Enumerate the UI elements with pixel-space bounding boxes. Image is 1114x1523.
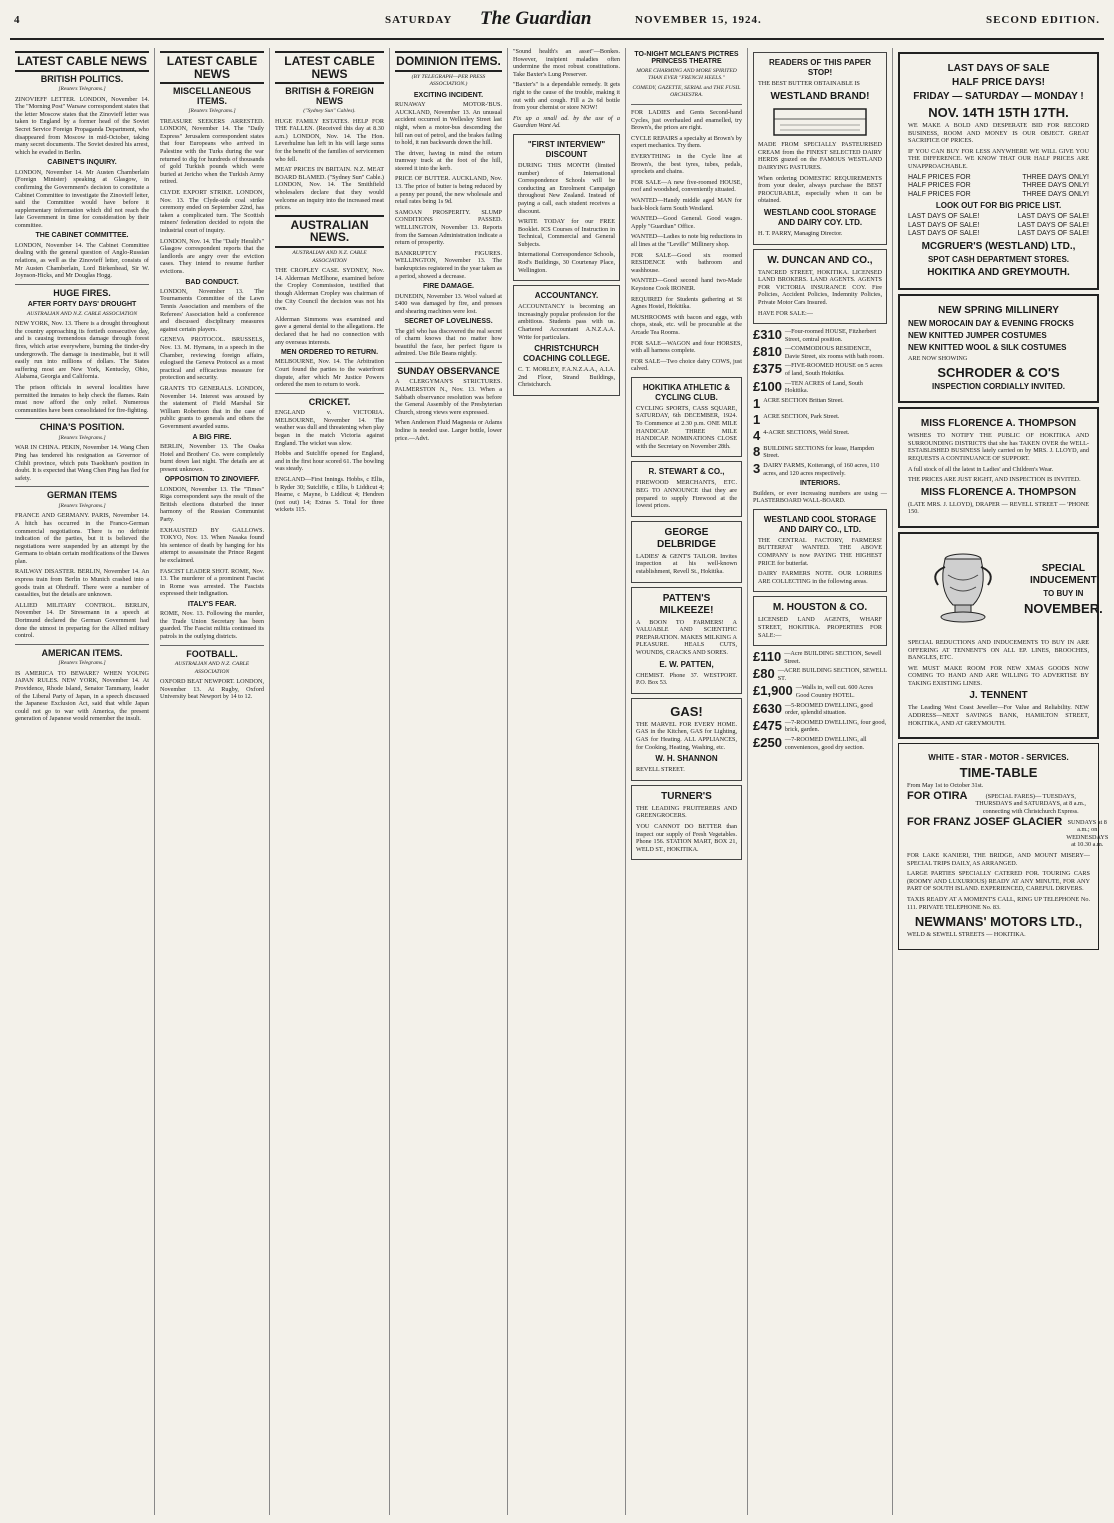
advert-heading: TIME-TABLE	[959, 765, 1038, 781]
advert-heading: NOVEMBER.	[1024, 601, 1103, 617]
silver-urn-illustration	[908, 545, 1018, 635]
advert-text: Builders, or ever increasing numbers are using — PLASTERBOARD WALL-BOARD.	[753, 489, 887, 505]
columns	[10, 48, 1109, 1515]
article-heading: INTERIORS.	[799, 480, 841, 488]
advert-heading: ACCOUNTANCY.	[534, 291, 599, 301]
page-number: 4	[14, 14, 21, 26]
article-text: ENGLAND—First Innings. Hobbs, c Ellis, b Ryder 30; Sutcliffe, c Ellis, b Liddicut 4; Hearne, c Mayne, b Liddicut 4; Hendren (not out) 14; Extras 5. Total for three wickets 115.	[275, 476, 384, 514]
price-right: LAST DAYS OF SALE!	[1017, 221, 1089, 229]
destination-times: (SPECIAL FARES)— TUESDAYS, THURSDAYS and SATURDAYS, at 8 a.m., connecting with Christchurch Express.	[975, 792, 1086, 816]
source-line: (BY TELEGRAPH—PER PRESS ASSOCIATION.)	[411, 73, 486, 88]
property-item	[753, 380, 887, 395]
property-description: 4-ACRE SECTIONS, Weld Street.	[763, 428, 850, 436]
property-price: 1	[753, 395, 761, 411]
property-item	[753, 328, 887, 343]
advert-text: REVELL STREET.	[636, 766, 685, 774]
advert-text: FIREWOOD MERCHANTS, ETC. BEG TO ANNOUNCE that they are prepared to supply Firewood at the lowest prices.	[636, 479, 737, 510]
article-text: A CLERGYMAN'S STRICTURES. PALMERSTON N., Nov. 13. When a Sabbath observance resolution was before the General Assembly of the Presbyterian Church, strong views were expressed.	[395, 378, 502, 416]
price-row	[908, 191, 1089, 200]
advert-text: SPECIAL REDUCTIONS AND INDUCEMENTS TO BUY IN ARE OFFERING AT TENNENT'S ON ALL EP. LINES, BROOCHES, BANGLES, ETC.	[908, 638, 1089, 662]
article-text: IS AMERICA TO BEWARE? WHEN YOUNG JAPAN RULES. NEW YORK, November 14. At Providence, Rhode Island, Senator Tammany, leader of the Liberal Party of Japan, in a speech discussed the Japanese Exclusion Act, said that while Japan could not go to war with America, the present generation of Japanese would remember the insult.	[15, 669, 149, 723]
property-price: 4	[753, 427, 761, 443]
property-price: £110	[753, 649, 782, 665]
classified-ad: FOR SALE—Good six roomed RESIDENCE with bathroom and washhouse.	[631, 251, 742, 274]
advert-heading: SPECIAL INDUCEMENT	[1030, 563, 1097, 587]
article-heading: ITALY'S FEAR.	[187, 600, 237, 608]
advert-text: LARGE PARTIES SPECIALLY CATERED FOR. TOURING CARS (ROOMY AND LUXURIOUS) READY AT ANY MINUTE, FOR ANY PART OF SOUTH ISLAND. EXPERIENCED, CAREFUL DRIVERS.	[907, 870, 1090, 893]
advert-heading: WHITE - STAR - MOTOR - SERVICES.	[928, 753, 1069, 763]
advert-heading: INSPECTION CORDIALLY INVITED.	[932, 382, 1065, 392]
property-item	[753, 650, 887, 665]
advert-heading: GEORGE DELBRIDGE	[657, 526, 716, 550]
white-star-inner	[903, 748, 1109, 945]
duncan-advert	[753, 249, 887, 325]
advert-line: NEW KNITTED JUMPER COSTUMES	[908, 330, 1047, 340]
article-text: LONDON, Nov. 14. The "Daily Herald's" Glasgow correspondent reports that the landlords are angry over the eviction cases. They intend to resume further evictions.	[160, 237, 264, 275]
advert-text: HAVE FOR SALE:—	[758, 309, 813, 317]
advert-text: WE MUST MAKE ROOM FOR NEW XMAS GOODS NOW COMING TO HAND AND ARE WILLING TO ADVERTISE BY TAKING EXISTING LINES.	[908, 664, 1089, 687]
advert-text: MADE FROM SPECIALLY PASTEURISED CREAM from the FINEST SELECTED DAIRY HERDS grazed on the FAMOUS WESTLAND DAIRYING PASTURES.	[758, 141, 882, 171]
price-right: THREE DAYS ONLY!	[1022, 173, 1089, 181]
article-heading: BRITISH & FOREIGN NEWS	[285, 86, 374, 106]
butter-box-illustration	[770, 105, 870, 139]
price-row	[908, 222, 1089, 231]
article-heading: MEN ORDERED TO RETURN.	[280, 349, 379, 357]
property-description: ACRE SECTION, Park Street.	[763, 412, 840, 420]
property-item	[753, 736, 887, 751]
sale-advert	[898, 52, 1099, 290]
accountancy-advert	[513, 285, 620, 396]
article-text: Alderman Simmons was examined and gave a general denial to the allegations. He declared that he had no connection with any overseas interests.	[275, 315, 384, 346]
edition-label: SECOND EDITION.	[985, 14, 1100, 26]
advert-heading: TURNER'S	[661, 790, 712, 802]
source-line: [Reuters Telegrams.]	[58, 86, 106, 93]
theatre-text: COMEDY, GAZETTE, SERIAL and THE FUSIL ORCHESTRA.	[632, 84, 741, 99]
property-price: £310	[753, 327, 782, 343]
advert-text: A full stock of all the latest in Ladies' and Children's Wear.	[908, 465, 1054, 473]
tennent-inner	[904, 538, 1103, 733]
advert-heading: FRIDAY — SATURDAY — MONDAY !	[913, 91, 1084, 102]
advert-heading: R. STEWART & CO.,	[648, 467, 725, 477]
advert-heading: HOKITIKA ATHLETIC & CYCLING CLUB.	[642, 382, 731, 402]
thompson-advert	[898, 407, 1099, 528]
property-list	[753, 650, 887, 751]
sale-inner	[904, 58, 1093, 284]
property-item	[753, 684, 887, 699]
section-heading: LATEST CABLE NEWS	[15, 51, 149, 72]
ics-advert	[513, 134, 620, 281]
price-left: LAST DAYS OF SALE!	[908, 221, 980, 229]
advert-heading: E. W. PATTEN,	[659, 659, 714, 669]
article-heading: MISCELLANEOUS ITEMS.	[172, 86, 251, 106]
advert-heading: WESTLAND COOL STORAGE AND DAIRY COY. LTD.	[763, 207, 877, 227]
advert-heading: J. TENNENT	[969, 690, 1028, 702]
cycling-club-advert	[631, 377, 742, 458]
advert-text: TAXIS READY AT A MOMENT'S CALL, RING UP TELEPHONE No. 111. PRIVATE TELEPHONE No. 83.	[907, 895, 1090, 911]
section-heading: DOMINION ITEMS.	[395, 51, 502, 72]
gas-advert	[631, 698, 742, 781]
advert-text: YOU CANNOT DO BETTER than inspect our supply of Fresh Vegetables. Phone 156. STATION MART, BOX 21, WELD ST., HOKITIKA.	[636, 822, 737, 853]
price-left: LAST DAYS OF SALE!	[908, 230, 980, 238]
advert-text: TANCRED STREET, HOKITIKA. LICENSED LAND BROKERS. LAND AGENTS. AGENTS FOR VICTORIA INSURANCE COY. Fire Policies, Accident Policies, Indemnity Policies, Private Motor Cars Insured.	[758, 268, 882, 306]
milkeeze-advert	[631, 587, 742, 694]
advert-text: DURING THIS MONTH (limited number) of International Correspondence Schools will be conducting an Enrolment Campaign throughout New Zealand. Instead of paying a call, each student receives a discount.	[518, 161, 615, 215]
property-item	[753, 702, 887, 717]
theatre-subheading: MORE CHARMING AND MORE SPIRITED THAN EVER "FRENCH HEELS."	[636, 67, 737, 82]
advert-text: WE MAKE A BOLD AND DESPERATE BID FOR RECORD BUSINESS, ROOM AND MONEY IS OUR OBJECT. GREAT SACRIFICE OF PRICES.	[908, 122, 1089, 145]
article-text: MEAT PRICES IN BRITAIN. N.Z. MEAT BOARD BLAMED. ("Sydney Sun" Cable.) LONDON, Nov. 14. The Smithfield wholesalers declare that they would welcome an inquiry into the increased meat prices.	[275, 166, 384, 212]
article-heading: BAD CONDUCT.	[185, 278, 239, 286]
article-heading: SUNDAY OBSERVANCE	[397, 366, 500, 377]
advert-text: CYCLING SPORTS, CASS SQUARE, SATURDAY, 6th DECEMBER, 1924. To Commence at 2.30 p.m. ONE MILE HANDICAP. THREE MILE HANDICAP. NOMINATIONS CLOSE with the Secretary on November 28th.	[636, 404, 737, 450]
advert-text: The Leading West Coast Jeweller—For Value and Reliability. NEW ADDRESS—NEXT SAVINGS BANK, HAMILTON STREET, HOKITIKA, AND AT GREYMOUTH.	[908, 704, 1089, 727]
source-line: ("Sydney Sun" Cables).	[303, 108, 356, 115]
source-line: AUSTRALIAN AND N.Z. CABLE ASSOCIATION	[292, 249, 367, 264]
article-text: EXHAUSTED BY GALLOWS. TOKYO, Nov. 13. When Nasaka found his sentence of death by hanging for his attempt to assassinate the Prince Regent he exclaimed.	[160, 526, 264, 564]
article-text: WAR IN CHINA. PEKIN, November 14. Wang Chen Ping has tendered his resignation as Governor of Chihli province, which puts Tsaokhun's position in doubt. It is expected that Wang Chen Ping has fled for safety.	[15, 444, 149, 482]
price-row	[908, 213, 1089, 222]
millinery-advert	[898, 294, 1099, 404]
article-text: NEW YORK, Nov. 13. There is a drought throughout the country approaching its fortieth consecutive day, and is causing tremendous damage through forest fires, which arise everywhere, burning the tinder-dry undergrowth. The damage is inestimable, but it will easily run into millions of dollars. The States suffering most are New York, Kentucky, Ohio, Alabama, Georgia and California.	[15, 320, 149, 381]
advert-text: ACCOUNTANCY is becoming an increasingly popular profession for the ambitious. Students pass with us. Chartered Accountant A.N.Z.A.A. Write for particulars.	[518, 303, 615, 341]
advert-text: IF YOU CAN BUY FOR LESS ANYWHERE WE WILL GIVE YOU THE DIFFERENCE. WE KNOW THAT OUR HALF PRICES ARE UNAPPROACHABLE.	[908, 147, 1089, 170]
article-text: The driver, having in mind the return tramway track at the foot of the hill, steered it into the kerb.	[395, 149, 502, 172]
column-3	[270, 48, 390, 1515]
advert-heading: MCGRUER'S (WESTLAND) LTD.,	[921, 240, 1076, 252]
source-line: AUSTRALIAN AND N.Z. CABLE ASSOCIATION	[174, 661, 250, 675]
theatre-heading: TO-NIGHT MCLEAN'S PICTRES PRINCESS THEATRE	[634, 51, 739, 66]
article-text: PRICE OF BUTTER. AUCKLAND, Nov. 13. The price of butter is being reduced by a penny per pound, the new wholesale and retail rates being 1s 9d.	[395, 175, 502, 206]
article-text: THE CROPLEY CASE. SYDNEY, Nov. 14. Alderman McElhone, examined before the Cropley Commission, testified that though Alderman Cropley was chairman of the City Council the decision was not his own.	[275, 267, 384, 313]
article-text: GENEVA PROTOCOL. BRUSSELS, Nov. 13. M. Hymans, in a speech in the Chamber, reviewing foreign affairs, eulogised the Geneva Protocol as a most practical and efficacious measure for protection and security.	[160, 336, 264, 382]
article-text: ALLIED MILITARY CONTROL. BERLIN, November 14. Dr Stresemann in a speech at Dortmund declared the German Government had done the utmost in preparing for the Allied military control.	[15, 601, 149, 640]
advert-heading: NEWMANS' MOTORS LTD.,	[914, 914, 1083, 930]
inducement-text	[1024, 561, 1103, 618]
classified-ad: WANTED—Handy middle aged MAN for back-block farm South Westland.	[631, 197, 742, 212]
advert-heading: SCHRODER & CO'S	[937, 365, 1060, 381]
article-heading: BRITISH POLITICS.	[40, 73, 124, 84]
article-text: LONDON, November 13. The "Times" Riga correspondent says the result of the British elections disturbed the inner harmony of the Russian Communist Party.	[160, 485, 264, 523]
destination-times: SUNDAYS at 8 a.m.; on WEDNESDAYS at 10.30 a.m.	[1066, 818, 1109, 849]
article-text: MELBOURNE, Nov. 14. The Arbitration Court found the parties to the waterfront dispute, after which Mr Justice Powers ordered the men to return to work.	[275, 358, 384, 389]
price-right: THREE DAYS ONLY!	[1022, 190, 1089, 198]
property-item	[753, 462, 887, 477]
advert-heading: PATTEN'S MILKEEZE!	[659, 592, 714, 616]
advert-heading: CHRISTCHURCH COACHING COLLEGE.	[523, 344, 610, 364]
column-7	[748, 48, 893, 1515]
article-text: ENGLAND v. VICTORIA. MELBOURNE, November 14. The weather was dull and threatening when play began in the match Victoria against England. The wicket was slow.	[275, 409, 384, 447]
property-description: —COMMODIOUS RESIDENCE, Davie Street, six rooms with bath room.	[784, 345, 884, 360]
advert-heading: MISS FLORENCE A. THOMPSON	[920, 486, 1077, 498]
article-heading: HUGE FIRES.	[53, 287, 111, 298]
article-text: GRANTS TO GENERALS. LONDON, November 14. Interest was aroused by the statement of Field Marshal Sir William Robertson that in the case of public grants to generals and others the Government awarded sums.	[160, 385, 264, 430]
price-row	[908, 182, 1089, 191]
advert-text: Fix up a small ad. by the use of a Guardian Want Ad.	[513, 114, 620, 130]
property-price: £810	[753, 344, 782, 360]
timetable-row	[907, 815, 1109, 849]
classified-ad: WANTED—Good second hand two-Made Keystone Cook IRONER.	[631, 277, 742, 292]
section-heading: AUSTRALIAN NEWS.	[275, 215, 384, 248]
price-right: LAST DAYS OF SALE!	[1017, 230, 1089, 238]
property-description: —5-ROOMED DWELLING, good order, splendid situation.	[784, 701, 873, 717]
advert-text: When ordering DOMESTIC REQUIREMENTS from your dealer, always purchase the BEST PROCURABLE, especially when it can be obtained.	[758, 174, 882, 205]
article-text: CLYDE EXPORT STRIKE. LONDON, Nov. 13. The Clyde-side coal strike ceremony ended on September 22nd, has taken a complicated turn. The Scottish miners' federation decided to rejoin the industrial court of inquiry.	[160, 189, 264, 234]
classified-ad: REQUIRED for Students gathering at St Agnes Hostel, Hokitika.	[631, 295, 742, 311]
classified-ad: WANTED—Ladies to note big reductions in all lines at the "Leville" Millinery shop.	[631, 233, 742, 248]
column-2	[155, 48, 270, 1515]
divider	[395, 362, 502, 363]
advert-text: THE LEADING FRUITERERS AND GREENGROCERS.	[636, 804, 737, 820]
section-heading: LATEST CABLE NEWS	[275, 51, 384, 84]
advert-text: WELD & SEWELL STREETS — HOKITIKA.	[907, 931, 1026, 939]
advert-heading: W. DUNCAN AND CO.,	[767, 254, 873, 266]
divider	[160, 645, 264, 646]
advert-heading: HOKITIKA AND GREYMOUTH.	[927, 266, 1070, 278]
advert-heading: MISS FLORENCE A. THOMPSON	[920, 418, 1077, 430]
timetable-row	[907, 789, 1090, 816]
advert-text: WISHES TO NOTIFY THE PUBLIC OF HOKITIKA AND SURROUNDING DISTRICTS that she has TAKEN OVER the WELL-ESTABLISHED BUSINESS lately carried on by MRS. J. LLOYD, and REQUESTS A CONTINUANCE OF SUPPORT.	[908, 432, 1089, 462]
divider	[275, 393, 384, 394]
advert-heading: READERS OF THIS PAPER STOP!	[768, 58, 872, 77]
article-text: The prison officials in several localities have permitted the inmates to help check the flames. Rain must now afford the only relief. Numerous communities have been consolidated for fire-fighting.	[15, 383, 149, 414]
white-star-advert	[898, 743, 1109, 950]
column-1	[10, 48, 155, 1515]
advert-text: LICENSED LAND AGENTS, WHARF STREET, HOKITIKA. PROPERTIES FOR SALE:—	[758, 616, 882, 639]
column-8	[893, 48, 1109, 1515]
advert-heading: M. HOUSTON & CO.	[772, 602, 868, 614]
thompson-inner	[904, 413, 1093, 522]
advert-heading: NOV. 14TH 15TH 17TH.	[928, 105, 1069, 120]
property-item	[753, 429, 887, 443]
property-description: DAIRY FARMS, Koiterangi, of 160 acres, 110 acres, and 120 acres respectively.	[763, 462, 880, 477]
article-text: RAILWAY DISASTER. BERLIN, November 14. An express train from Berlin to Munich crashed into a goods train at Ohrdruff. There were a number of casualties, but the details are unknown.	[15, 568, 149, 599]
advert-text: THE MARVEL FOR EVERY HOME. GAS in the Kitchen, GAS for Lighting, GAS for Heating. ALL APPLIANCES, for Cooking, Heating, Washing, etc.	[636, 720, 737, 751]
advert-text: THE PRICES ARE JUST RIGHT, AND INSPECTION IS INVITED.	[908, 476, 1081, 484]
advert-heading: SPOT CASH DEPARTMENT STORES.	[927, 254, 1070, 264]
property-price: 1	[753, 411, 761, 427]
stewart-advert	[631, 461, 742, 516]
source-line: [Reuters Telegrams.]	[58, 660, 106, 667]
property-description: —Four-roomed HOUSE, Fitzherbert Street, central position.	[784, 328, 877, 343]
advert-heading: LAST DAYS OF SALE	[947, 63, 1050, 74]
article-heading: CRICKET.	[308, 396, 351, 407]
divider	[15, 418, 149, 419]
article-text: DUNEDIN, November 13. Wool valued at £400 was damaged by fire, and presses and shearing machines were lost.	[395, 292, 502, 315]
article-text: ZINOVIEFF LETTER. LONDON, November 14. The "Morning Post" Warsaw correspondent states that the letter Moscow states that the Zinovieff letter was taken to England by a former head of the Soviet Secret Service Foreign Propaganda Department, who disappeared from Moscow in mid-October, taking many secret documents. The Soviet desired his arrest, which he evaded in Berlin.	[15, 95, 150, 156]
source-line: AUSTRALIAN AND N.Z. CABLE ASSOCIATION	[26, 310, 138, 317]
property-price: £475	[753, 717, 782, 733]
property-item	[753, 397, 887, 411]
article-heading: FIRE DAMAGE.	[423, 283, 474, 291]
article-text: The girl who has discovered the real secret of charm knows that no matter how beautiful the face, her perfect figure is admired. Use Bile Beans nightly.	[395, 327, 502, 358]
property-price: 3	[753, 461, 761, 477]
property-item	[753, 345, 887, 360]
advert-text: C. T. MORLEY, F.A.N.Z.A.A., A.I.A. 2nd Floor, Strand Buildings, Christchurch.	[518, 366, 615, 389]
advert-heading: NEW SPRING MILLINERY	[938, 304, 1059, 316]
price-left: HALF PRICES FOR	[908, 182, 971, 190]
article-text: LONDON, November 14. The Cabinet Committee dealing with the general question of Anglo-Russian relations, as well as the Zinovieff letter, consists of Mr Austen Chamberlain, Lord Birkenhead, Sir W. Joynson-Hicks, and Mr Douglas Hogg.	[15, 241, 149, 280]
houston-advert	[753, 596, 887, 646]
advert-heading: W. H. SHANNON	[655, 754, 718, 764]
millinery-inner	[904, 300, 1093, 398]
classified-ad: MUSHROOMS with bacon and eggs, with chops, steak, etc. will be procurable at the Arcade Tea Rooms.	[631, 313, 742, 336]
delbridge-advert	[631, 521, 742, 583]
advert-text: LADIES' & GENT'S TAILOR. Invites inspection at his well-known establishment, Revell St., Hokitika.	[636, 552, 737, 575]
classified-ad: CYCLE REPAIRS a specialty at Brown's by expert mechanics. Try them.	[631, 134, 742, 150]
price-row	[908, 174, 1089, 183]
advert-text: A BOON TO FARMERS! A VALUABLE AND SCIENTIFIC PREPARATION. MAKES MILKING A PLEASURE. HEALS CUTS, WOUNDS, CRACKS AND SORES.	[636, 618, 737, 656]
property-item	[753, 445, 887, 460]
property-price: £375	[753, 361, 782, 377]
article-text: SAMOAN PROSPERITY. SLUMP CONDITIONS PASSED. WELLINGTON, November 13. Reports from the Samoan Administration indicate a return of prosperity.	[395, 208, 502, 247]
day-label: SATURDAY	[385, 14, 453, 26]
property-description: —7-ROOMED DWELLING, four good, brick, garden.	[784, 718, 887, 734]
price-right: LAST DAYS OF SALE!	[1017, 213, 1089, 221]
article-text: LONDON, November 13. The Tournaments Committee of the Lawn Tennis Association and members of the Referees' Association held a conference and discussed disciplinary measures against certain players.	[160, 287, 264, 333]
article-heading: FOOTBALL.	[186, 648, 238, 659]
advert-text: DAIRY FARMERS NOTE. OUR LORRIES ARE COLLECTING in the following areas.	[758, 570, 882, 585]
property-description: —Walls in, well cut. 600 Acres Good Country HOTEL.	[795, 684, 874, 700]
article-text: FRANCE AND GERMANY. PARIS, November 14. A hitch has occurred in the Franco-German commercial negotiations. There is no definite indication of the parties, but it is believed the negotiations were suspended by an attempt by the Germans to obtain certain modifications of the Dawes plan.	[15, 512, 149, 565]
advert-line: NEW MOROCAIN DAY & EVENING FROCKS	[908, 318, 1074, 328]
advert-text: ARE NOW SHOWING	[908, 354, 968, 362]
advert-text: "Baxter's" is a dependable remedy. It gets right to the cause of the trouble, making it out with and cough. Fill a 2s 6d bottle from your chemist or store NOW!	[513, 81, 620, 112]
classified-ad: FOR LADIES and Gents Second-hand Cycles, just overhauled and enamelled, try Brown's, the prices are right.	[631, 109, 742, 132]
source-line: [Reuters Telegrams.]	[58, 502, 106, 509]
source-line: [Reuters Telegrams.]	[188, 108, 236, 115]
article-heading: SECRET OF LOVELINESS.	[404, 318, 493, 326]
advert-text: International Correspondence Schools, Rod's Buildings, 30 Courtenay Place, Wellington.	[518, 251, 615, 274]
article-heading: CABINET'S INQUIRY.	[47, 159, 117, 167]
advert-line: NEW KNITTED WOOL & SILK COSTUMES	[908, 342, 1067, 352]
property-description: —Acre BUILDING SECTION, Sewell Street.	[784, 650, 882, 665]
property-price: £100	[753, 378, 782, 394]
price-left: HALF PRICES FOR	[908, 190, 971, 198]
classified-ad: FOR SALE—WAGON and four HORSES, with all harness complete.	[631, 339, 742, 355]
article-heading: CHINA'S POSITION.	[39, 422, 125, 433]
property-description: BUILDING SECTIONS for lease, Hampden Street.	[763, 444, 875, 460]
article-text: Hobbs and Sutcliffe opened for England, and in the first hour scored 61. The bowling was steady.	[275, 450, 384, 473]
article-text: TREASURE SEEKERS ARRESTED. LONDON, November 14. The "Daily Express" Jerusalem correspondent states that four Europeans who arrived in Palestine with the Turks during the war returned to dig for hundreds of thousands of gold Turkish pounds which were buried at Jericho when the Turkish Army retired.	[160, 117, 264, 186]
article-text: BERLIN, November 13. The Osaka Hotel and Brothers' Co. were completely burnt down last night. The details are at present unknown.	[160, 442, 264, 473]
price-left: LAST DAYS OF SALE!	[908, 213, 980, 221]
westland-butter-advert	[753, 52, 887, 245]
classified-ad: WANTED—Good General. Good wages. Apply "Guardian" Office.	[631, 215, 742, 230]
property-description: —FIVE-ROOMED HOUSE on 5 acres of land, South Hokitika.	[784, 362, 883, 378]
inducement-row	[908, 541, 1103, 639]
article-heading: A BIG FIRE.	[192, 433, 232, 441]
price-left: HALF PRICES FOR	[908, 173, 971, 181]
article-heading: GERMAN ITEMS	[46, 490, 117, 501]
article-text: LONDON, November 14. Mr Austen Chamberlain (Foreign Minister) speaking at Glasgow, in confirming the Government's decision to constitute a Cabinet Committee to investigate the Zinovieff letter, said the Committee would have before it supplementary information which did not reach the late Government in time for consideration by their committee.	[15, 168, 149, 229]
tennent-advert	[898, 532, 1103, 739]
advert-text: FOR LAKE KANIERI, THE BRIDGE, AND MOUNT MISERY—SPECIAL TRIPS DAILY, AS ARRANGED.	[907, 852, 1090, 867]
article-subheading: AFTER FORTY DAYS' DROUGHT	[27, 301, 137, 309]
source-line: [Reuters Telegrams.]	[58, 434, 106, 441]
article-heading: THE CABINET COMMITTEE.	[35, 232, 129, 240]
advert-heading: WESTLAND BRAND!	[770, 90, 870, 102]
advert-text: WRITE TODAY for our FREE Booklet. ICS Courses of Instruction in Technical, Commercial and General Subjects.	[518, 218, 615, 248]
property-price: £80	[753, 666, 775, 682]
divider	[631, 104, 742, 105]
newspaper-title: The Guardian	[480, 8, 592, 29]
advert-heading: HALF PRICE DAYS!	[952, 77, 1045, 88]
classified-ad: EVERYTHING in the Cycle line at Brown's, the best tyres, tubes, pedals, sprockets and chains.	[631, 153, 742, 176]
column-5	[508, 48, 626, 1515]
property-price: £1,900	[753, 683, 793, 699]
destination-label: FOR FRANZ JOSEF GLACIER	[907, 815, 1063, 828]
advert-text: "Sound health's an asset"—Bonkes. However, insipient maladies often undermine the most robust constitutions. Take Baxter's Lung Preserver.	[513, 48, 620, 78]
property-item	[753, 413, 887, 427]
property-description: —TEN ACRES of Land, South Hokitika.	[784, 379, 863, 395]
property-price: 8	[753, 443, 761, 459]
article-text: HUGE FAMILY ESTATES. HELP FOR THE FALLEN. (Received this day at 8.30 a.m.) LONDON, Nov. 14. The Hon. Leverhulme has left in his will large sums for the benefit of the families of servicemen who fell.	[275, 117, 384, 163]
property-description: ACRE SECTION Brittan Street.	[763, 396, 844, 404]
article-text: FASCIST LEADER SHOT. ROME, Nov. 13. The murderer of a prominent Fascist in Rome was arrested. The Fascists expressed their indignation.	[160, 567, 264, 598]
price-row	[908, 230, 1089, 239]
turners-advert	[631, 785, 742, 861]
divider	[15, 486, 149, 487]
column-4	[390, 48, 508, 1515]
article-heading: EXCITING INCIDENT.	[413, 91, 484, 99]
article-heading: AMERICAN ITEMS.	[41, 647, 123, 658]
article-heading: OPPOSITION TO ZINOVIEFF.	[164, 476, 260, 484]
property-list	[753, 328, 887, 477]
cool-storage-advert	[753, 509, 887, 593]
property-item	[753, 362, 887, 377]
advert-heading: WESTLAND COOL STORAGE AND DAIRY CO., LTD.	[763, 514, 877, 534]
advert-heading: "FIRST INTERVIEW" DISCOUNT	[527, 139, 606, 159]
section-heading: LATEST CABLE NEWS	[160, 51, 264, 84]
article-text: When Anderson Fluid Magnesia or Adams Iodine is needed use. Larger bottle, lower price.—Advt.	[395, 419, 502, 442]
advert-heading: LOOK OUT FOR BIG PRICE LIST.	[935, 201, 1062, 211]
property-description: —7-ROOMED DWELLING, all conveniences, good dry section.	[784, 736, 867, 751]
advert-text: From May 1st to October 31st.	[907, 782, 984, 790]
property-item	[753, 719, 887, 734]
divider	[15, 644, 149, 645]
article-text: BANKRUPTCY FIGURES. WELLINGTON, November 13. The bankruptcies registered in the year taken as a period, showed a decrease.	[395, 249, 502, 280]
masthead	[10, 8, 1104, 40]
classified-ad: FOR SALE—Two choice dairy COWS, just calved.	[631, 357, 742, 373]
property-item	[753, 667, 887, 682]
advert-heading: TO BUY IN	[1043, 589, 1084, 599]
advert-text: THE CENTRAL FACTORY, FARMERS! BUTTERFAT WANTED. THE ABOVE COMPANY is now PAYING THE HIGHEST PRICE for butterfat.	[758, 536, 882, 567]
classified-ad: FOR SALE—A new five-roomed HOUSE, roof and woodshed, conveniently situated.	[631, 178, 742, 194]
destination-label: FOR OTIRA	[907, 789, 968, 802]
advert-text: H. T. PARRY, Managing Director.	[758, 229, 843, 237]
article-text: RUNAWAY MOTOR-'BUS. AUCKLAND, November 13. An unusual accident occurred in Wellesley Street last night, when a motor-bus descending the hill ran out of petrol, and the brakes failing to hold, it ran backwards down the hill.	[395, 101, 502, 147]
advert-text: (LATE MRS. J. LLOYD), DRAPER — REVELL STREET — 'PHONE 150.	[908, 500, 1089, 516]
article-text: OXFORD BEAT NEWPORT. LONDON, November 13. At Rugby, Oxford University beat Newport by 14 to 12.	[160, 678, 264, 701]
issue-date: NOVEMBER 15, 1924.	[635, 14, 762, 26]
advert-text: THE BEST BUTTER OBTAINABLE IS	[758, 80, 860, 87]
property-price: £630	[753, 700, 782, 716]
price-right: THREE DAYS ONLY!	[1022, 182, 1089, 190]
divider	[15, 284, 149, 285]
property-price: £250	[753, 735, 782, 751]
advert-heading: GAS!	[670, 703, 703, 719]
column-6	[626, 48, 748, 1515]
advert-text: CHEMIST. Phone 37. WESTPORT. P.O. Box 53.	[636, 671, 737, 687]
property-description: —ACRE BUILDING SECTION, SEWELL ST.	[777, 667, 887, 682]
article-text: ROME, Nov. 13. Following the murder, the Trade Union Secretary has been guarded. The Fascist militia continued its patrols in the outlying districts.	[160, 610, 264, 641]
